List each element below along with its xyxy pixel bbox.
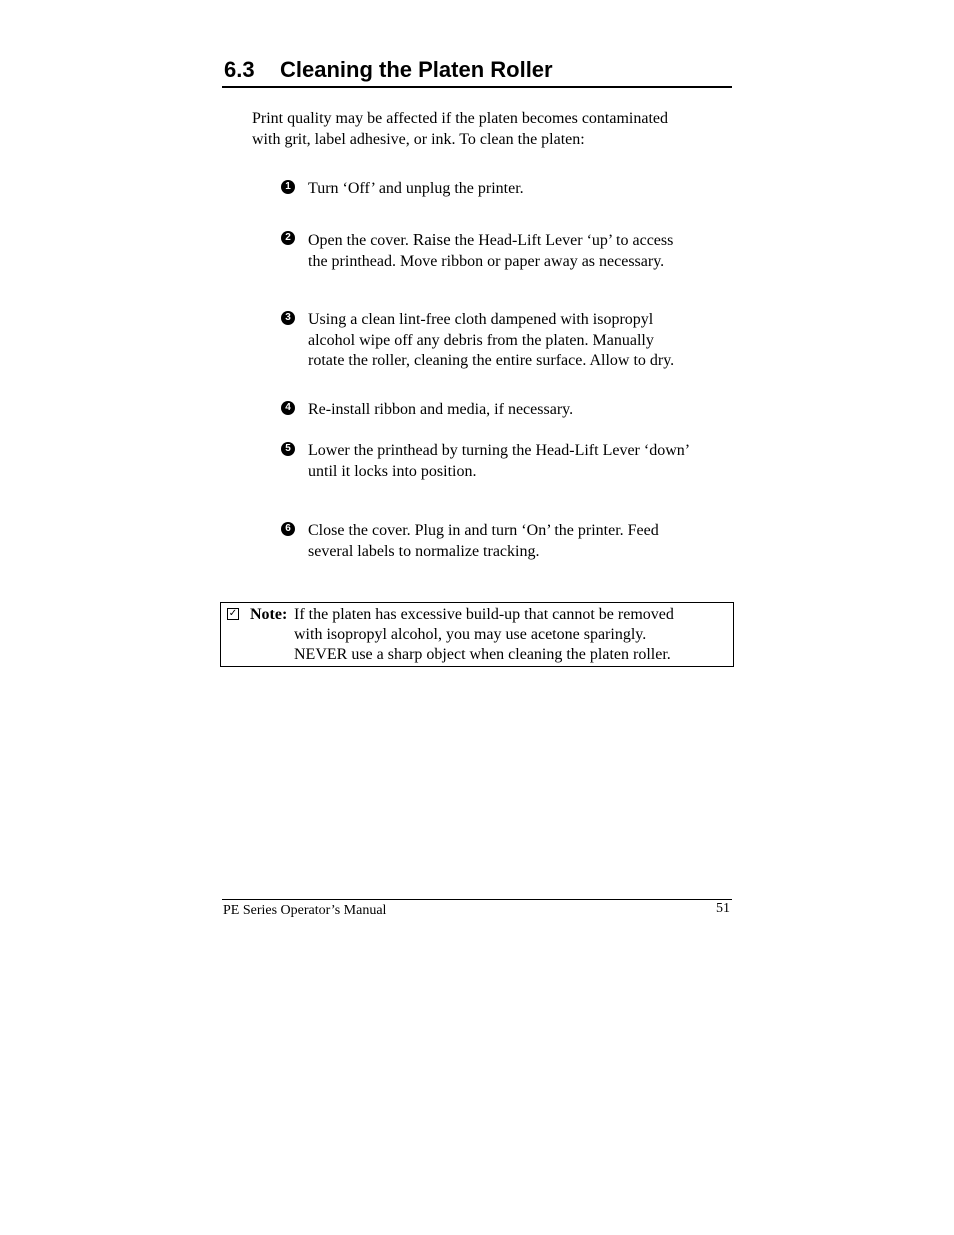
note-box [220, 602, 734, 667]
step-line: alcohol wipe off any debris from the platen. Manually [308, 331, 654, 349]
step-line: Re-install ribbon and media, if necessary. [308, 401, 574, 418]
step-number-icon: 2 [281, 231, 295, 245]
step-number-icon: 4 [281, 401, 295, 415]
step-line: the printhead. Move ribbon or paper away as necessary. [308, 252, 665, 270]
footer-manual-title: PE Series Operator’s Manual [223, 903, 387, 918]
note-text [294, 605, 724, 665]
note-line: NEVER use a sharp object when cleaning the platen roller. [294, 646, 671, 663]
note-line: with isopropyl alcohol, you may use acetone sparingly. [294, 626, 647, 643]
step-number-icon: 5 [281, 442, 295, 456]
section-heading [222, 55, 732, 88]
intro-paragraph [252, 109, 722, 150]
intro-line: with grit, label adhesive, or ink. To clean the platen: [252, 130, 585, 148]
step-text-part: Open the cover. [308, 232, 413, 249]
intro-line: Print quality may be affected if the platen becomes contaminated [252, 110, 668, 127]
step-line [308, 230, 718, 252]
section-title: Cleaning the Platen Roller [280, 57, 553, 82]
footer-divider [222, 899, 732, 900]
step-text-part: the Head-Lift Lever ‘up’ to access [450, 232, 674, 249]
step-number-icon: 1 [281, 180, 295, 194]
step-number-icon: 6 [281, 522, 295, 536]
step-line: until it locks into position. [308, 462, 477, 480]
note-label: Note: [250, 606, 288, 623]
raise-word: Raise [412, 230, 451, 249]
step-line: Lower the printhead by turning the Head-Lift Lever ‘down’ [308, 442, 691, 459]
step-line: several labels to normalize tracking. [308, 542, 540, 560]
page-number: 51 [716, 901, 730, 916]
step-line: Turn ‘Off’ and unplug the printer. [308, 180, 524, 197]
step-line: rotate the roller, cleaning the entire surface. Allow to dry. [308, 352, 675, 369]
step-line: Using a clean lint-free cloth dampened with isopropyl [308, 311, 654, 328]
checkbox-checked-icon: ✓ [228, 608, 238, 619]
step-number-icon: 3 [281, 311, 295, 325]
note-line: If the platen has excessive build-up that cannot be removed [294, 606, 674, 623]
step-line: Close the cover. Plug in and turn ‘On’ the printer. Feed [308, 522, 659, 539]
section-number: 6.3 [224, 57, 255, 82]
